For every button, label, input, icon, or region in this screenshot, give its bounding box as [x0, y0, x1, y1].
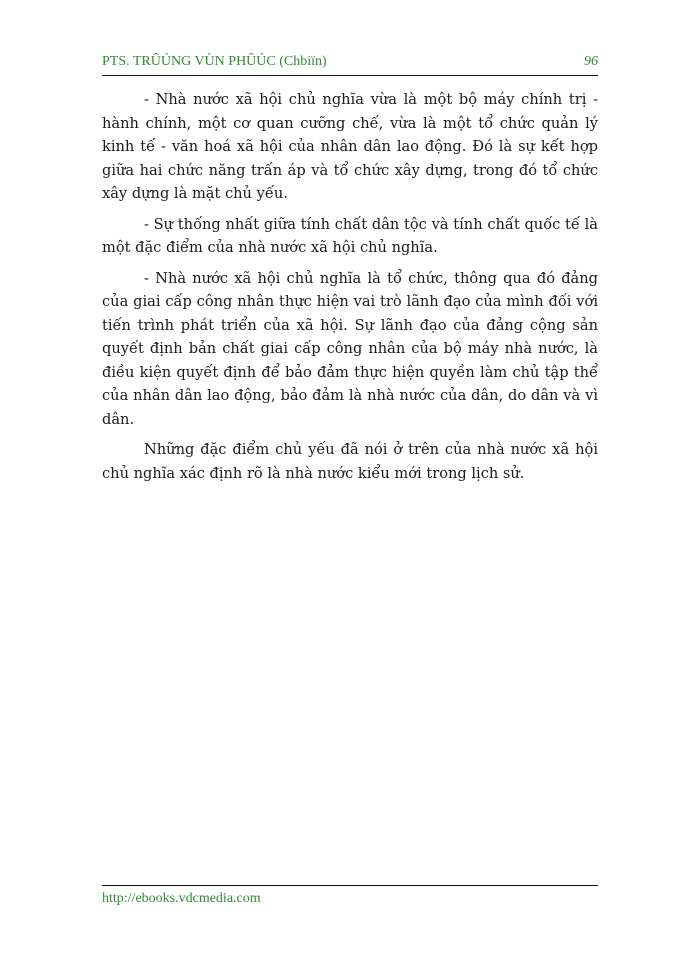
book-title: PTS. TRÛÚNG VÙN PHÛÚC (Chbiïn)	[102, 54, 327, 69]
paragraph-4: Những đặc điểm chủ yếu đã nói ở trên của nhà nước xã hội chủ nghĩa xác định rõ là nhà nước kiểu mới trong lịch sử.	[102, 441, 598, 482]
header-divider	[102, 75, 598, 76]
footer-divider	[102, 885, 598, 886]
page-number: 96	[584, 54, 598, 69]
page-body	[102, 88, 598, 492]
paragraph-2: - Sự thống nhất giữa tính chất dân tộc và tính chất quốc tế là một đặc điểm của nhà nước xã hội chủ nghĩa.	[102, 215, 598, 256]
paragraph-1: - Nhà nước xã hội chủ nghĩa vừa là một bộ máy chính trị - hành chính, một cơ quan cưỡng chế, vừa là một tổ chức quản lý kinh tế - văn hoá xã hội của nhân dân lao động. Đó là sự kết hợp giữa hai chức năng trấn áp và tổ chức xây dựng, trong đó tổ chức xây dựng là mặt chủ yếu.	[102, 91, 598, 202]
page-header	[102, 50, 598, 78]
footer-link[interactable]: http://ebooks.vdcmedia.com	[102, 891, 261, 906]
paragraph-3: - Nhà nước xã hội chủ nghĩa là tổ chức, thông qua đó đảng của giai cấp công nhân thực hiện vai trò lãnh đạo của mình đối với tiến trình phát triển của xã hội. Sự lãnh đạo của đảng cộng sản quyết định bản chất giai cấp công nhân của bộ máy nhà nước, là điều kiện quyết định để bảo đảm thực hiện quyền làm chủ tập thể của nhân dân lao động, bảo đảm là nhà nước của dân, do dân và vì dân.	[102, 269, 598, 428]
